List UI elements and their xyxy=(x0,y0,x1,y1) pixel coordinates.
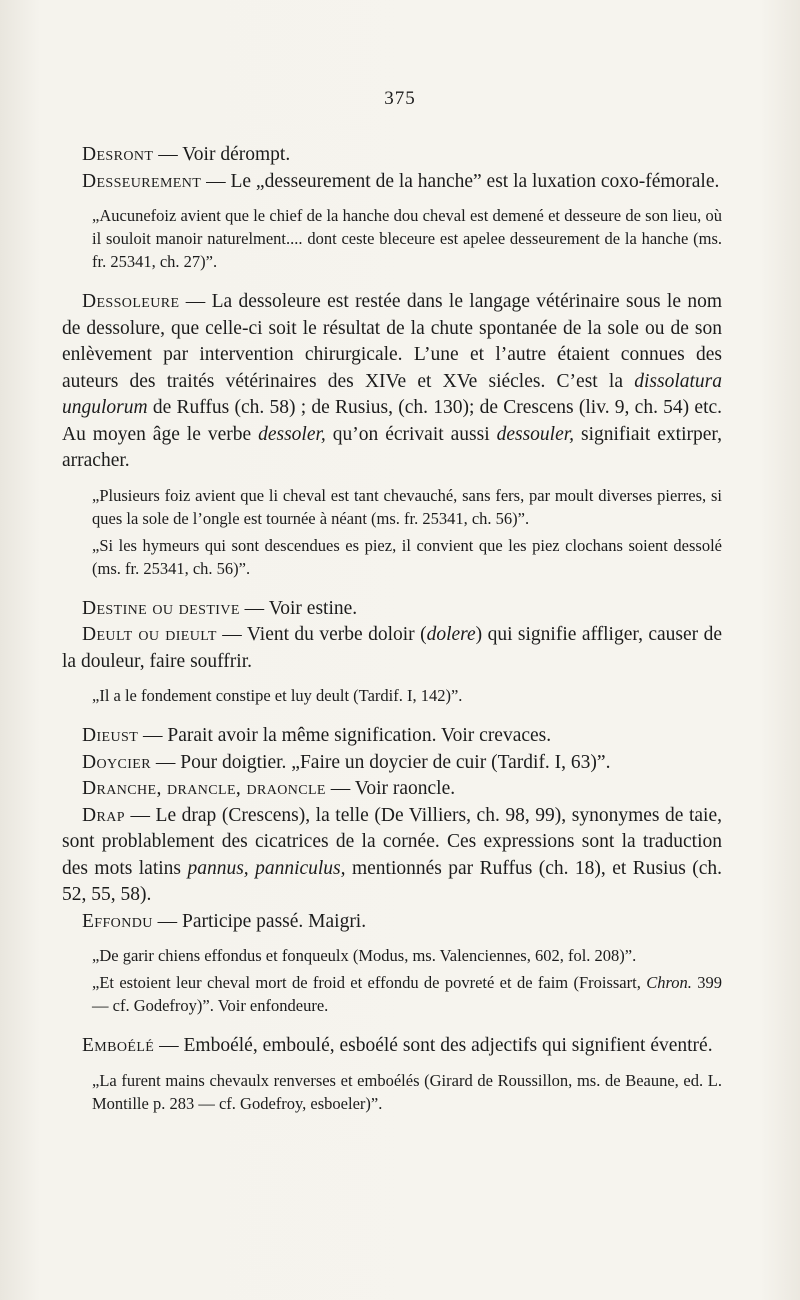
headword: Effondu xyxy=(82,910,153,932)
quotation: „Si les hymeurs qui sont descendues es piez, il convient que les piez clochans soient dessolé (ms. fr. 25341, ch. 56)”. xyxy=(92,535,722,578)
definition: — Pour doigtier. „Faire un doycier de cuir (Tardif. I, 63)”. xyxy=(155,751,611,773)
quotation: „Plusieurs foiz avient que li cheval est tant chevauché, sans fers, par moult diverses pierres, si ques la sole de l’ongle est tournée à néant (ms. fr. 25341, ch. 56)”. xyxy=(92,485,722,528)
entry-doycier xyxy=(62,750,722,777)
entry-dranche xyxy=(62,776,722,803)
entry-deult xyxy=(62,622,722,675)
definition: — Parait avoir la même signification. Voir crevaces. xyxy=(143,725,552,746)
italic-term: dessouler, xyxy=(496,423,575,445)
headword: Dessoleure xyxy=(82,291,180,312)
entry-effondu xyxy=(62,909,722,936)
quotation: „Il a le fondement constipe et luy deult (Tardif. I, 142)”. xyxy=(92,686,463,705)
definition: — Le „desseurement de la hanche” est la luxation coxo-fémorale. xyxy=(206,170,720,192)
latin-term: dissolatura ungulorum xyxy=(62,370,722,418)
headword: Desseurement xyxy=(82,170,202,192)
latin-term: pannus, panniculus, xyxy=(187,857,346,879)
entry-emboele xyxy=(62,1033,722,1060)
quotation-part: 399 — cf. Godefroy)”. Voir enfondeure. xyxy=(92,973,723,1015)
headword: Deult ou dieult xyxy=(82,624,217,645)
definition-part: de Ruffus (ch. 58) ; de Rusius, (ch. 130); de Crescens (liv. 9, ch. 54) etc. Au moyen âge le verbe xyxy=(62,397,723,445)
italic-term: dessoler, xyxy=(258,423,326,445)
page-number: 375 xyxy=(384,88,416,109)
quotation-part: „Et estoient leur cheval mort de froid et effondu de povreté et de faim (Froissart, xyxy=(92,973,641,992)
entry-dieust xyxy=(62,723,722,750)
definition-part: mentionnés par Ruffus (ch. 18), et Rusius (ch. 52, 55, 58). xyxy=(62,857,723,905)
definition: — Emboélé, emboulé, esboélé sont des adjectifs qui signifient éventré. xyxy=(159,1035,713,1056)
entry-desront xyxy=(62,142,722,169)
headword: Desront xyxy=(82,144,154,165)
definition: — Participe passé. Maigri. xyxy=(157,910,367,932)
headword: Dranche, drancle, draoncle xyxy=(82,778,326,799)
quotation: „Aucunefoiz avient que le chief de la hanche dou cheval est demené et desseure de son lieu, où il souloit manoir naturelment.... dont ceste bleceure est apelee desseurement de la hanche (ms. fr. 25341, ch. 27)”. xyxy=(92,206,722,271)
headword: Destine ou destive xyxy=(82,597,240,619)
headword: Doycier xyxy=(82,751,151,773)
definition: — Voir dérompt. xyxy=(158,144,291,165)
quotation: „La furent mains chevaulx renverses et emboélés (Girard de Roussillon, ms. de Beaune, ed. L. Montille p. 283 — cf. Godefroy, esboeler)”. xyxy=(92,1070,722,1113)
definition: — Voir estine. xyxy=(244,597,358,619)
entry-desseurement xyxy=(62,169,722,196)
entry-drap xyxy=(62,803,722,909)
page-content xyxy=(62,142,722,1115)
quotation xyxy=(92,971,722,1017)
definition-part: — Vient du verbe doloir ( xyxy=(222,624,427,645)
headword: Emboélé xyxy=(82,1035,155,1056)
entry-destine xyxy=(62,596,722,623)
headword: Drap xyxy=(82,804,125,826)
quotation: „De garir chiens effondus et fonqueulx (Modus, ms. Valenciennes, 602, fol. 208)”. xyxy=(92,946,637,965)
definition-part: signifiait extirper, arracher. xyxy=(62,423,723,471)
italic-title: Chron. xyxy=(646,973,692,992)
latin-term: dolere xyxy=(426,624,476,645)
definition: — Voir raoncle. xyxy=(330,778,456,799)
headword: Dieust xyxy=(82,725,139,746)
entry-dessoleure xyxy=(62,289,722,475)
definition-part: — La dessoleure est restée dans le langage vétérinaire sous le nom de dessolure, que celle-ci soit le résultat de la chute spontanée de la sole ou de son enlèvement par intervention chirurgicale. L’une et l’autre étaient connues des auteurs des traités vétérinaires des XIVe et XVe siécles. C’est la xyxy=(62,291,722,392)
definition-part: ) qui signifie affliger, causer de la douleur, faire souffrir. xyxy=(62,624,722,672)
definition-part: qu’on écrivait aussi xyxy=(332,423,490,445)
definition-part: — Le drap (Crescens), la telle (De Villiers, ch. 98, 99), synonymes de taie, sont problablement des cicatrices de la cornée. Ces expressions sont la traduction des mots latins xyxy=(62,804,723,879)
